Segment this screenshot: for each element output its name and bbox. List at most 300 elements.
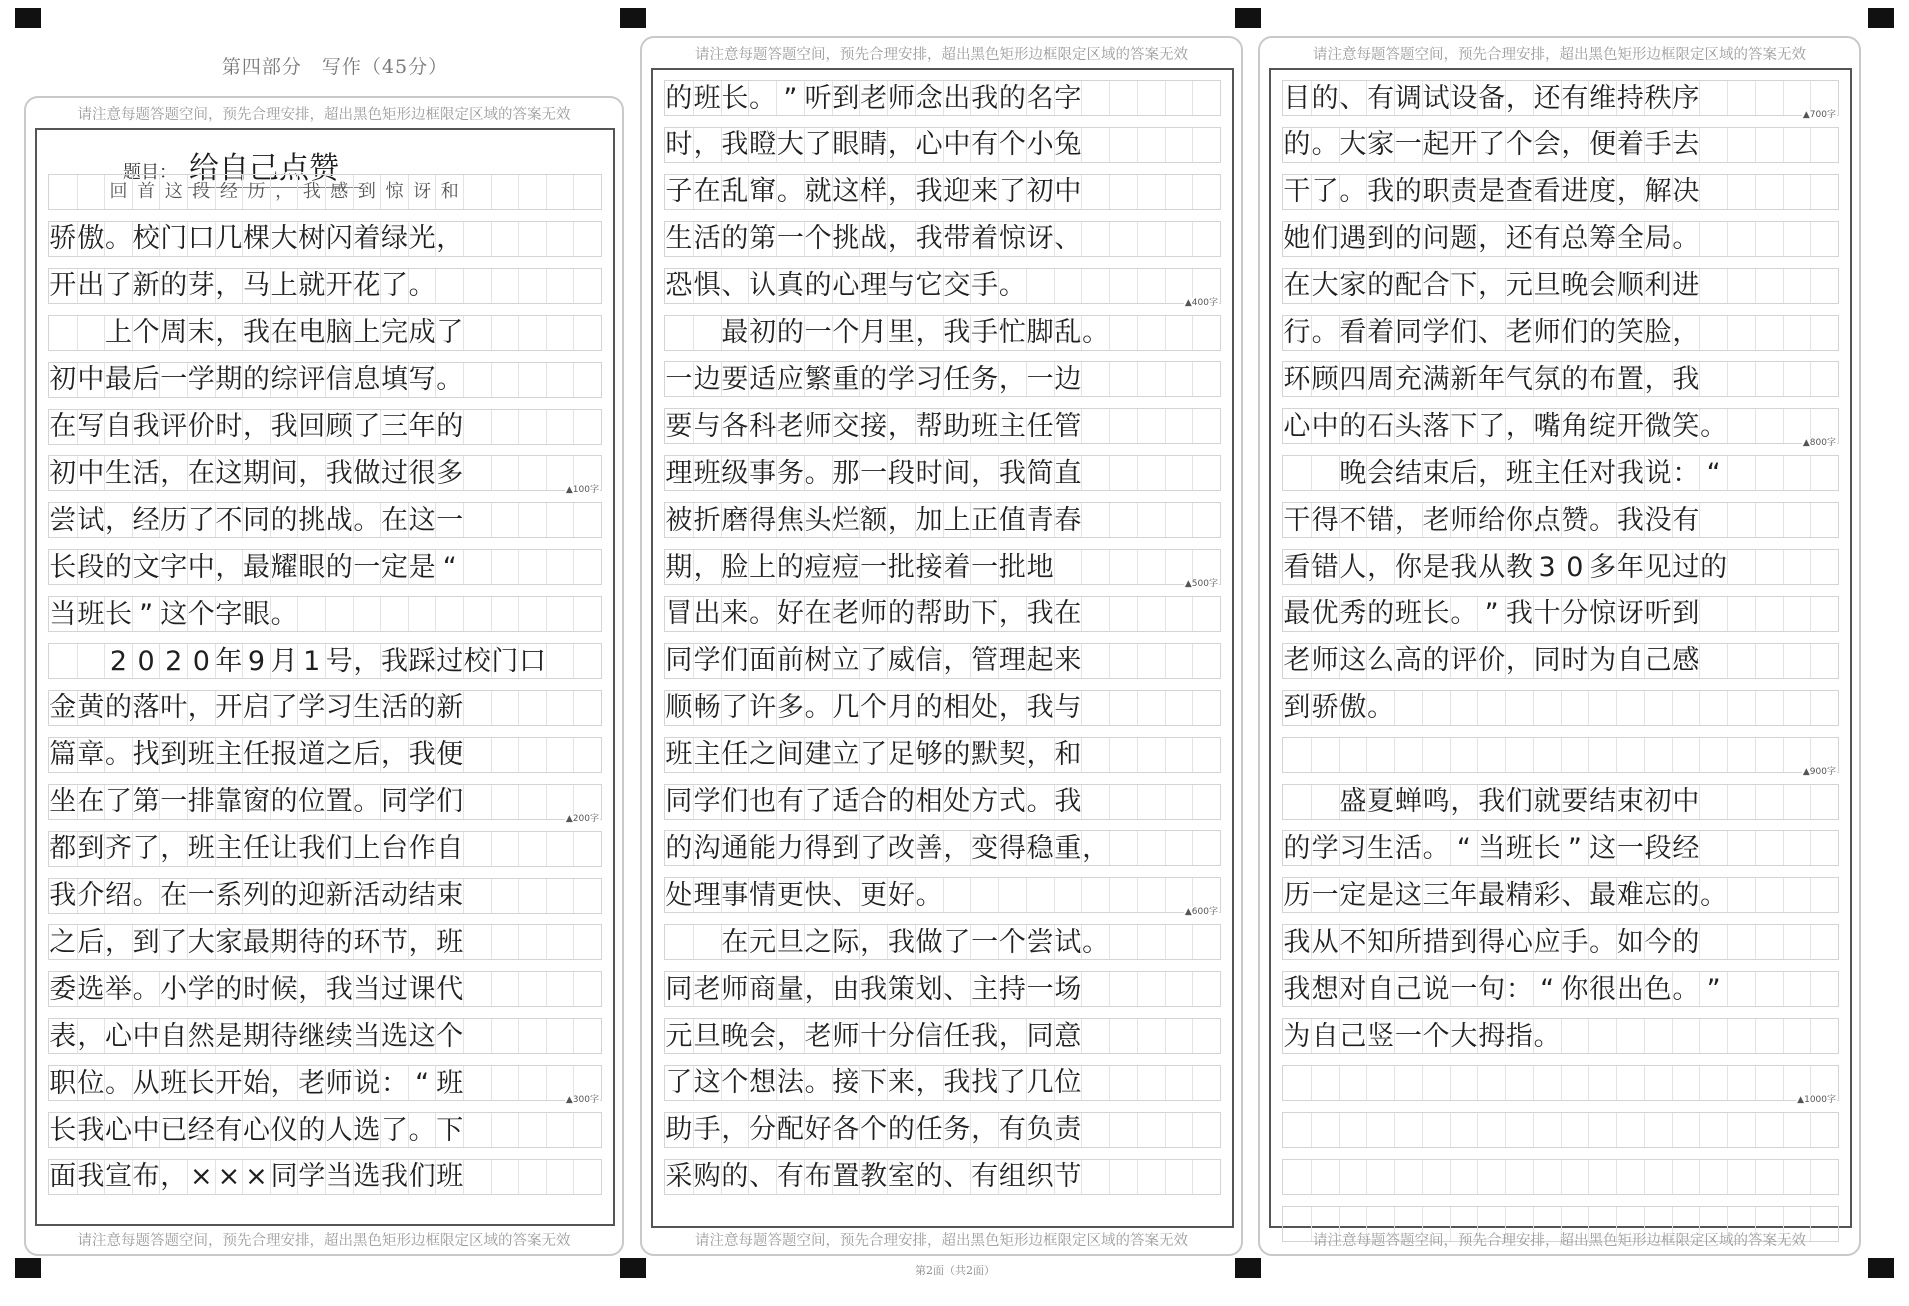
- grid-cell: [1561, 1160, 1589, 1194]
- grid-cell: [1727, 1113, 1755, 1147]
- grid-cell: 高: [1394, 645, 1422, 677]
- grid-cell: [1588, 1113, 1616, 1147]
- grid-cell: 应: [1533, 926, 1561, 958]
- grid-cell: 采: [665, 1161, 693, 1193]
- grid-cell: 节: [381, 926, 408, 958]
- grid-cell: 会: [749, 1020, 776, 1052]
- grid-cell: 评: [160, 411, 187, 442]
- grid-cell: [1192, 925, 1220, 959]
- grid-cell: [546, 1113, 574, 1147]
- grid-cell: [546, 222, 574, 256]
- grid-cell: [1533, 691, 1561, 725]
- grid-cell: 得: [1311, 504, 1339, 536]
- grid-cell: 眼: [832, 129, 860, 161]
- grid-cell: 9: [242, 644, 270, 678]
- grid-cell: 沟: [693, 832, 721, 864]
- grid-cell: 出: [693, 598, 721, 630]
- grid-cell: [463, 597, 491, 631]
- grid-cell: ，: [915, 1067, 943, 1099]
- grid-cell: 个: [860, 692, 887, 724]
- grid-cell: 来: [887, 1067, 915, 1099]
- grid-row: [48, 549, 602, 585]
- grid-cell: [1783, 597, 1811, 631]
- grid-row: [48, 971, 602, 1007]
- grid-row: [48, 315, 602, 351]
- grid-cell: 持: [998, 973, 1026, 1005]
- grid-cell: 接: [832, 1067, 860, 1099]
- grid-cell: “: [1450, 831, 1478, 865]
- grid-cell: [1137, 925, 1165, 959]
- grid-cell: 老: [832, 598, 860, 630]
- grid-cell: [1755, 81, 1783, 115]
- grid-cell: 一: [665, 363, 693, 395]
- grid-cell: [1311, 456, 1339, 490]
- grid-cell: 想: [1311, 973, 1339, 1005]
- grid-cell: [1699, 362, 1727, 396]
- grid-cell: 负: [1026, 1114, 1054, 1146]
- grid-cell: 人: [325, 1114, 353, 1146]
- grid-cell: 新: [436, 692, 463, 724]
- grid-cell: [1810, 362, 1838, 396]
- grid-cell: ，: [105, 926, 132, 958]
- grid-cell: 到: [353, 175, 381, 209]
- grid-cell: 选: [353, 1114, 381, 1146]
- grid-cell: 几: [1026, 1067, 1054, 1099]
- grid-cell: 班: [971, 410, 998, 442]
- grid-cell: 量: [776, 973, 804, 1005]
- grid-cell: [1755, 175, 1783, 209]
- grid-cell: 决: [1672, 176, 1700, 208]
- grid-cell: 建: [804, 739, 832, 771]
- grid-cell: 说: [353, 1067, 381, 1099]
- grid-cell: ：: [1672, 457, 1700, 489]
- grid-cell: 调: [1394, 82, 1422, 114]
- notice-top: 请注意每题答题空间，预先合理安排，超出黑色矩形边框限定区域的答案无效: [77, 107, 571, 123]
- grid-cell: 来: [971, 176, 998, 208]
- grid-cell: 初: [1644, 786, 1672, 817]
- grid-cell: 评: [298, 364, 325, 396]
- grid-cell: [970, 878, 998, 912]
- grid-cell: [1054, 269, 1082, 303]
- grid-cell: 、: [749, 1161, 776, 1193]
- grid-cell: [1755, 1066, 1783, 1100]
- grid-cell: 上: [749, 551, 776, 583]
- grid-cell: 定: [1339, 879, 1367, 911]
- grid-cell: 到: [1672, 598, 1700, 630]
- grid-cell: 0: [1561, 550, 1589, 584]
- grid-cell: 经: [132, 504, 160, 536]
- grid-row: [48, 221, 602, 257]
- grid-cell: 活: [381, 692, 408, 724]
- grid-cell: 理: [693, 879, 721, 911]
- grid-cell: 活: [693, 223, 721, 255]
- grid-cell: 冒: [665, 598, 693, 630]
- grid-cell: 然: [187, 1020, 215, 1052]
- grid-cell: 历: [242, 175, 270, 209]
- grid-cell: 束: [1422, 457, 1450, 489]
- grid-row: [1282, 268, 1839, 304]
- grid-cell: 最: [243, 926, 270, 958]
- grid-cell: 作: [408, 833, 436, 865]
- grid-cell: 班: [1394, 598, 1422, 630]
- grid-row: [1282, 784, 1839, 820]
- grid-cell: [1561, 691, 1589, 725]
- grid-cell: [573, 1160, 601, 1194]
- grid-cell: [1109, 550, 1137, 584]
- grid-cell: ，: [215, 551, 243, 583]
- grid-cell: 变: [971, 832, 998, 864]
- grid-cell: 接: [915, 551, 943, 583]
- grid-cell: 下: [971, 598, 998, 630]
- grid-cell: [1165, 503, 1193, 537]
- grid-cell: 师: [832, 1020, 860, 1052]
- grid-row: [48, 174, 602, 210]
- grid-cell: 了: [270, 692, 298, 724]
- grid-cell: ，: [77, 1020, 105, 1052]
- grid-cell: [1755, 878, 1783, 912]
- grid-cell: [463, 1113, 491, 1147]
- grid-cell: ×: [187, 1160, 215, 1194]
- grid-cell: 在: [1283, 270, 1311, 302]
- grid-cell: [491, 925, 519, 959]
- grid-row: [1282, 221, 1839, 257]
- grid-cell: 自: [436, 833, 463, 865]
- grid-cell: 笑: [1616, 317, 1644, 348]
- grid-cell: 、: [721, 270, 749, 302]
- grid-cell: 历: [1283, 879, 1311, 911]
- grid-cell: [1672, 1160, 1700, 1194]
- grid-cell: 由: [832, 973, 860, 1005]
- grid-cell: [297, 597, 325, 631]
- grid-cell: 周: [160, 317, 187, 349]
- grid-cell: ，: [215, 270, 243, 302]
- grid-cell: [1054, 878, 1082, 912]
- grid-cell: [1081, 785, 1109, 819]
- grid-cell: 的: [1422, 645, 1450, 677]
- grid-cell: 。: [1422, 832, 1450, 864]
- grid-cell: 同: [665, 973, 693, 1005]
- grid-cell: 得: [804, 832, 832, 864]
- grid-cell: ，: [1672, 317, 1700, 348]
- grid-cell: [463, 269, 491, 303]
- grid-cell: 字: [160, 551, 187, 583]
- grid-cell: 着: [943, 551, 971, 583]
- grid-cell: 你: [1561, 973, 1589, 1005]
- grid-cell: 晚: [721, 1020, 749, 1052]
- grid-cell: 说: [1644, 457, 1672, 489]
- grid-cell: 到: [832, 82, 860, 114]
- registration-mark: [620, 8, 646, 28]
- grid-cell: 在: [187, 457, 215, 489]
- grid-cell: [1165, 644, 1193, 678]
- grid-cell: 芽: [187, 270, 215, 302]
- grid-cell: 的: [721, 223, 749, 255]
- grid-cell: ，: [408, 926, 436, 958]
- grid-cell: 同: [665, 786, 693, 817]
- grid-cell: 去: [1672, 129, 1700, 161]
- grid-cell: 管: [1054, 410, 1082, 442]
- grid-cell: 便: [436, 739, 463, 771]
- grid-cell: 眼: [298, 551, 325, 583]
- grid-cell: 得: [1478, 926, 1505, 958]
- grid-cell: 我: [1505, 598, 1533, 630]
- grid-cell: 小: [1026, 129, 1054, 161]
- grid-cell: [1283, 456, 1311, 490]
- grid-cell: 我: [325, 973, 353, 1005]
- grid-cell: [1783, 128, 1811, 162]
- grid-cell: [1727, 503, 1755, 537]
- grid-cell: 迎: [943, 176, 971, 208]
- grid-cell: 长: [49, 551, 77, 583]
- grid-cell: 帮: [915, 410, 943, 442]
- grid-cell: 候: [270, 973, 298, 1005]
- grid-cell: 教: [860, 1161, 887, 1193]
- grid-cell: 完: [381, 317, 408, 349]
- grid-cell: 难: [1616, 879, 1644, 911]
- grid-cell: 试: [1422, 82, 1450, 114]
- grid-cell: 班: [693, 82, 721, 114]
- grid-cell: [573, 925, 601, 959]
- grid-cell: 同: [243, 504, 270, 536]
- grid-cell: [1137, 503, 1165, 537]
- grid-cell: 想: [749, 1067, 776, 1099]
- grid-cell: [1616, 1160, 1644, 1194]
- grid-cell: 这: [1394, 879, 1422, 911]
- grid-cell: [1081, 1113, 1109, 1147]
- grid-cell: [491, 363, 519, 397]
- grid-cell: 成: [408, 317, 436, 349]
- grid-cell: 后: [353, 739, 381, 771]
- grid-cell: ：: [1505, 973, 1533, 1005]
- grid-cell: 我: [1283, 926, 1311, 958]
- grid-cell: 石: [1367, 410, 1394, 442]
- grid-cell: 批: [998, 551, 1026, 583]
- grid-cell: 么: [1367, 645, 1394, 677]
- grid-cell: 购: [693, 1161, 721, 1193]
- grid-cell: 的: [325, 551, 353, 583]
- grid-cell: 我: [325, 457, 353, 489]
- grid-cell: [573, 832, 601, 866]
- grid-cell: 筹: [1589, 223, 1616, 255]
- grid-cell: [463, 972, 491, 1006]
- grid-cell: [1137, 81, 1165, 115]
- grid-cell: 了: [160, 926, 187, 958]
- grid-cell: 的: [915, 692, 943, 724]
- grid-cell: [573, 972, 601, 1006]
- grid-cell: 科: [749, 410, 776, 442]
- grid-cell: [1109, 644, 1137, 678]
- grid-cell: 班: [160, 1067, 187, 1099]
- grid-cell: 个: [187, 598, 215, 630]
- grid-cell: 几: [215, 223, 243, 255]
- grid-row: [664, 127, 1221, 163]
- notice-bottom: 请注意每题答题空间，预先合理安排，超出黑色矩形边框限定区域的答案无效: [77, 1233, 571, 1249]
- grid-cell: 的: [243, 364, 270, 396]
- grid-cell: 是: [215, 1020, 243, 1052]
- grid-cell: [1810, 785, 1838, 819]
- grid-cell: [1165, 597, 1193, 631]
- grid-cell: [693, 316, 721, 350]
- grid-cell: 的: [998, 82, 1026, 114]
- grid-cell: 要: [665, 410, 693, 442]
- grid-row: [664, 174, 1221, 210]
- notice-bottom: 请注意每题答题空间，预先合理安排，超出黑色矩形边框限定区域的答案无效: [695, 1233, 1188, 1249]
- grid-cell: 干: [1283, 504, 1311, 536]
- grid-cell: ，: [160, 833, 187, 865]
- grid-cell: 竖: [1367, 1020, 1394, 1052]
- grid-cell: 要: [721, 363, 749, 395]
- grid-cell: 上: [943, 504, 971, 536]
- grid-cell: [518, 1160, 546, 1194]
- grid-cell: [1165, 175, 1193, 209]
- grid-cell: 到: [1450, 926, 1478, 958]
- grid-cell: 为: [1589, 645, 1616, 677]
- grid-cell: 新: [132, 270, 160, 302]
- grid-cell: 改: [887, 832, 915, 864]
- grid-cell: 手: [1561, 926, 1589, 958]
- grid-cell: [1644, 691, 1672, 725]
- grid-cell: 中: [132, 1020, 160, 1052]
- grid-cell: 段: [887, 457, 915, 489]
- notice-top: 请注意每题答题空间，预先合理安排，超出黑色矩形边框限定区域的答案无效: [1313, 47, 1806, 63]
- grid-cell: 额: [860, 504, 887, 536]
- grid-cell: ：: [381, 1067, 408, 1099]
- grid-cell: 我: [77, 1114, 105, 1146]
- grid-cell: 际: [832, 926, 860, 958]
- grid-cell: 子: [665, 176, 693, 208]
- grid-cell: 立: [832, 645, 860, 677]
- grid-cell: ，: [1478, 270, 1505, 302]
- grid-cell: 时: [215, 411, 243, 442]
- grid-cell: 优: [1311, 598, 1339, 630]
- grid-cell: 个: [721, 1067, 749, 1099]
- grid-cell: [665, 316, 693, 350]
- grid-cell: [1616, 1019, 1644, 1053]
- grid-cell: [546, 597, 574, 631]
- grid-cell: ，: [105, 504, 132, 536]
- grid-cell: [1137, 362, 1165, 396]
- grid-cell: 仪: [270, 1114, 298, 1146]
- grid-row: [664, 971, 1221, 1007]
- grid-cell: [1810, 175, 1838, 209]
- grid-cell: 加: [915, 504, 943, 536]
- grid-cell: 信: [325, 364, 353, 396]
- grid-cell: [998, 878, 1026, 912]
- grid-cell: 们: [1311, 223, 1339, 255]
- grid-cell: 时: [1561, 645, 1589, 677]
- grid-cell: [1081, 456, 1109, 490]
- grid-cell: 挑: [832, 223, 860, 255]
- grid-cell: 头: [804, 504, 832, 536]
- grid-cell: 个: [998, 926, 1026, 958]
- grid-cell: 脚: [1026, 317, 1054, 348]
- grid-cell: [491, 316, 519, 350]
- grid-cell: 们: [1450, 317, 1478, 348]
- grid-cell: 我: [1616, 504, 1644, 536]
- grid-cell: [1311, 785, 1339, 819]
- grid-cell: 之: [804, 926, 832, 958]
- grid-row: [1282, 455, 1839, 491]
- grid-row: [48, 268, 602, 304]
- grid-cell: 列: [243, 880, 270, 911]
- grid-cell: 很: [408, 457, 436, 489]
- grid-cell: 坐: [49, 786, 77, 818]
- grid-cell: 花: [353, 270, 381, 302]
- grid-cell: 综: [270, 364, 298, 396]
- grid-cell: [573, 1113, 601, 1147]
- grid-cell: 管: [971, 645, 998, 677]
- registration-mark: [15, 8, 41, 28]
- grid-cell: 更: [860, 879, 887, 911]
- registration-mark: [15, 1258, 41, 1278]
- grid-cell: 当: [1478, 832, 1505, 864]
- grid-cell: 学: [187, 364, 215, 396]
- grid-row: [48, 409, 602, 445]
- grid-cell: 脑: [325, 317, 353, 349]
- grid-row: [1282, 174, 1839, 210]
- grid-cell: [1192, 972, 1220, 1006]
- grid-cell: 学: [187, 973, 215, 1005]
- grid-cell: “: [435, 550, 463, 584]
- grid-cell: 有: [1533, 223, 1561, 255]
- grid-cell: 的: [1367, 270, 1394, 302]
- grid-cell: ，: [1478, 457, 1505, 489]
- grid-cell: 主: [998, 410, 1026, 442]
- grid-cell: 交: [943, 270, 971, 302]
- grid-cell: [1394, 738, 1422, 772]
- grid-cell: [463, 316, 491, 350]
- grid-cell: [1081, 972, 1109, 1006]
- grid-cell: 着: [1616, 129, 1644, 161]
- grid-cell: 里: [887, 317, 915, 348]
- grid-cell: 划: [915, 973, 943, 1005]
- grid-cell: 一: [776, 223, 804, 255]
- grid-cell: 个: [1505, 129, 1533, 161]
- grid-cell: 期: [215, 364, 243, 396]
- grid-cell: [1109, 1019, 1137, 1053]
- grid-cell: 不: [1339, 504, 1367, 536]
- grid-cell: [463, 550, 491, 584]
- grid-cell: [1366, 1160, 1394, 1194]
- grid-cell: 间: [776, 739, 804, 771]
- grid-cell: 新: [1450, 363, 1478, 395]
- grid-cell: 写: [77, 411, 105, 442]
- grid-cell: 小: [160, 973, 187, 1005]
- grid-cell: [573, 644, 601, 678]
- grid-cell: 的: [887, 786, 915, 817]
- grid-cell: 一: [971, 926, 998, 958]
- grid-cell: 心: [105, 1020, 132, 1052]
- grid-row: [48, 784, 602, 820]
- grid-cell: ，: [915, 317, 943, 348]
- grid-cell: 焦: [776, 504, 804, 536]
- grid-cell: [1755, 1019, 1783, 1053]
- grid-cell: [1283, 785, 1311, 819]
- grid-cell: [1081, 81, 1109, 115]
- grid-cell: 适: [749, 363, 776, 395]
- grid-cell: [1616, 1113, 1644, 1147]
- word-count-marker: ▲400字: [1184, 297, 1218, 308]
- grid-cell: 生: [105, 457, 132, 489]
- grid-cell: 的: [270, 880, 298, 911]
- registration-mark: [1235, 8, 1261, 28]
- grid-cell: [1755, 1113, 1783, 1147]
- grid-cell: 上: [105, 317, 132, 349]
- grid-cell: [325, 597, 353, 631]
- grid-cell: 着: [353, 223, 381, 255]
- grid-cell: [1366, 1113, 1394, 1147]
- grid-cell: 最: [243, 551, 270, 583]
